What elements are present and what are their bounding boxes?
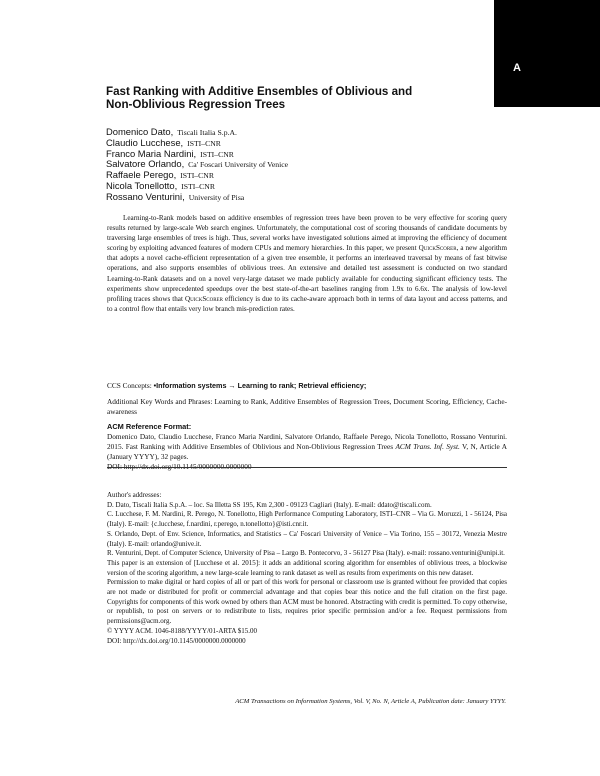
author-affiliation: ISTI–CNR xyxy=(200,149,234,159)
author-affiliation: Tiscali Italia S.p.A. xyxy=(177,128,237,137)
reference-heading: ACM Reference Format: xyxy=(107,422,192,431)
footnote-paragraph: R. Venturini, Dept. of Computer Science, University of Pisa – Largo B. Pontecorvo, 3 - 56127 Pisa (Italy). e-mail: rossano.venturini@unipi.it. xyxy=(107,549,505,558)
footnotes xyxy=(107,491,507,646)
reference-citation xyxy=(107,432,507,462)
article-letter: A xyxy=(513,62,521,74)
author-entry xyxy=(106,144,288,159)
author-affiliation: ISTI–CNR xyxy=(180,171,214,181)
author-entry xyxy=(106,154,289,170)
ccs-concepts xyxy=(107,381,507,391)
ccs-label: CCS Concepts: xyxy=(107,381,154,390)
author-list xyxy=(106,122,289,202)
footnote-paragraph: Author's addresses: xyxy=(107,491,162,499)
reference-doi: DOI: http://dx.doi.org/10.1145/0000000.0000000 xyxy=(107,462,252,472)
paper-title: Fast Ranking with Additive Ensembles of Oblivious and Non-Oblivious Regression Trees xyxy=(106,85,413,111)
author-name: Domenico Dato, xyxy=(106,126,174,137)
keywords: Additional Key Words and Phrases: Learning to Rank, Additive Ensembles of Regression Trees, Document Scoring, Efficiency, Cache-awareness xyxy=(107,397,507,417)
footnote-paragraph: This paper is an extension of [Lucchese et al. 2015]: it adds an additional scoring algorithm for ensembles of oblivious trees, a blockwise version of the scoring algorithm, a new large-scale learning to rank dataset as well as results from experiments on this new dataset. xyxy=(107,558,507,577)
footnote-paragraph: S. Orlando, Dept. of Env. Science, Informatics, and Statistics – Ca' Foscari University of Venice – Via Torino, 155 – 30172, Venezia Mestre (Italy). E-mail: orlando@unive.it. xyxy=(107,529,507,548)
author-affiliation: ISTI–CNR xyxy=(181,181,215,191)
footnote-paragraph: Permission to make digital or hard copies of all or part of this work for personal or classroom use is granted without fee provided that copies are not made or distributed for profit or commercial advantage and that copies bear this notice and the full citation on the first page. Copyrights for components of this work owned by others than ACM must be honored. Abstracting with credit is permitted. To copy otherwise, or republish, to post on servers or to redistribute to lists, requires prior specific permission and/or a fee. Request permissions from permissions@acm.org. xyxy=(107,578,507,626)
footnote-paragraph: © YYYY ACM. 1046-8188/YYYY/01-ARTA $15.00 xyxy=(107,626,258,635)
author-entry xyxy=(106,176,288,191)
footnote-paragraph: DOI: http://dx.doi.org/10.1145/0000000.0000000 xyxy=(107,636,246,645)
journal-name: ACM Trans. Inf. Syst. xyxy=(395,442,460,452)
citation-text: V, N, Article A (January YYYY), 32 pages. xyxy=(107,442,507,462)
author-affiliation: University of Pisa xyxy=(188,192,245,202)
author-name: Nicola Tonellotto, xyxy=(106,179,178,191)
acm-reference xyxy=(107,422,507,472)
author-entry xyxy=(106,133,288,148)
author-entry xyxy=(106,122,288,137)
abstract-text: Learning-to-Rank models based on additive ensembles of regression trees have been proven to be very effective for scoring query results returned by large-scale Web search engines. Unfortunately, the computational cost of scoring thousands of candidate documents by traversing large ensembles of trees is high. Thus, several works have investigated solutions aimed at improving the efficiency of document scoring by exploiting advanced features of modern CPUs and memory hierarchies. In this paper, we present xyxy=(107,214,507,253)
abstract-text: efficiency is due to its cache-aware approach both in terms of data layout and access patterns, and to a control flow that entails very low branch mis-prediction rates. xyxy=(107,294,507,313)
author-name: Raffaele Perego, xyxy=(106,169,177,181)
algorithm-name: QuickScorer xyxy=(184,294,223,303)
author-name: Rossano Venturini, xyxy=(106,190,185,202)
footnote-divider xyxy=(107,467,507,468)
running-footer: ACM Transactions on Information Systems, Vol. V, No. N, Article A, Publication date: January YYYY. xyxy=(235,698,506,705)
citation-text: Domenico Dato, Claudio Lucchese, Franco Maria Nardini, Salvatore Orlando, Raffaele Perego, Nicola Tonellotto, Rossano Venturini. 2015. Fast Ranking with Additive Ensembles of Oblivious and Non-Oblivious Regression Trees xyxy=(107,432,507,452)
footnote-paragraph: D. Dato, Tiscali Italia S.p.A. – loc. Sa Illetta SS 195, Km 2,300 - 09123 Cagliari (Italy). E-mail: ddato@tiscali.com. xyxy=(107,500,432,509)
footnote-paragraph: C. Lucchese, F. M. Nardini, R. Perego, N. Tonellotto, High Performance Computing Laboratory, ISTI–CNR – Via G. Moruzzi, 1 - 56124, Pisa (Italy). E-mail: {c.lucchese, f.nardini, r.perego, n.tonellotto}@isti.cnr.it. xyxy=(107,510,507,529)
algorithm-name: QuickScorer xyxy=(418,244,457,253)
abstract xyxy=(107,213,507,314)
ccs-concept-list: •Information systems → Learning to rank; Retrieval efficiency; xyxy=(153,381,367,390)
author-affiliation: ISTI–CNR xyxy=(187,138,221,148)
abstract-text: , a new algorithm that adopts a novel cache-efficient representation of a given tree ensemble, it performs an interleaved traversal by means of fast bitwise operations, and also supports ensembles of oblivious trees. An extensive and detailed test assessment is conducted on two standard Learning-to-Rank datasets and on a novel very-large dataset we made publicly available for conducting significant efficiency tests. The experiments show unprecedented speedups over the best state-of-the-art baselines ranging from 1.9x to 6.6x. The analysis of low-level profiling traces shows that xyxy=(107,244,507,303)
author-affiliation: Ca' Foscari University of Venice xyxy=(188,160,289,170)
article-letter-tab xyxy=(494,0,600,107)
author-name: Salvatore Orlando, xyxy=(106,158,185,170)
author-name: Claudio Lucchese, xyxy=(106,136,184,148)
author-entry xyxy=(106,187,288,202)
author-name: Franco Maria Nardini, xyxy=(106,147,197,159)
